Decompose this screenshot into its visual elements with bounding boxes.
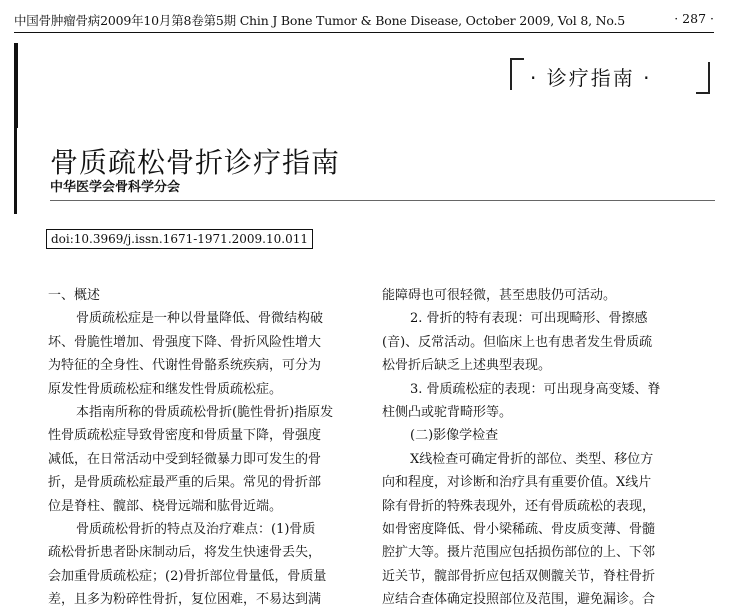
right-line: 如骨密度降低、骨小梁稀疏、骨皮质变薄、骨髓 bbox=[382, 522, 656, 538]
section-label: · 诊疗指南 · bbox=[530, 66, 652, 90]
left-line: 折，是骨质疏松症最严重的后果。常见的骨折部 bbox=[48, 475, 322, 491]
left-line: 减低，在日常活动中受到轻微暴力即可发生的骨 bbox=[48, 451, 322, 467]
doi-box: doi:10.3969/j.issn.1671-1971.2009.10.011 bbox=[46, 229, 313, 249]
right-line: 近关节，髋部骨折应包括双侧髋关节，脊柱骨折 bbox=[382, 568, 656, 584]
running-header bbox=[14, 11, 714, 31]
right-line: (音)、反常活动。但临床上也有患者发生骨质疏 bbox=[382, 334, 653, 350]
left-line: 骨质疏松骨折的特点及治疗难点：(1)骨质 bbox=[76, 522, 316, 538]
journal-citation: 中国骨肿瘤骨病2009年10月第8卷第5期 Chin J Bone Tumor & Bone Disease, October 2009, Vol 8, No.5 bbox=[14, 13, 625, 28]
section-tag-corner-top-left bbox=[510, 58, 524, 90]
left-line: 位是脊柱、髋部、桡骨远端和肱骨近端。 bbox=[48, 498, 283, 514]
right-line: 2. 骨折的特有表现：可出现畸形、骨擦感 bbox=[410, 311, 648, 327]
article-title: 骨质疏松骨折诊疗指南 bbox=[50, 145, 341, 179]
left-line: 骨质疏松症是一种以骨量降低、骨微结构破 bbox=[76, 311, 324, 327]
right-line: 向和程度，对诊断和治疗具有重要价值。X线片 bbox=[382, 475, 652, 491]
left-line: 本指南所称的骨质疏松骨折(脆性骨折)指原发 bbox=[76, 405, 334, 421]
section-tag-corner-bottom-right bbox=[696, 62, 710, 94]
left-line: 为特征的全身性、代谢性骨骼系统疾病，可分为 bbox=[48, 358, 322, 374]
left-line: 坏、骨脆性增加、骨强度下降、骨折风险性增大 bbox=[48, 334, 322, 350]
right-line: 能障碍也可很轻微，甚至患肢仍可活动。 bbox=[382, 288, 617, 303]
right-line: 除有骨折的特殊表现外，还有骨质疏松的表现， bbox=[382, 498, 656, 514]
right-line: 3. 骨质疏松症的表现：可出现身高变矮、脊 bbox=[410, 381, 661, 397]
section-tag bbox=[510, 58, 710, 94]
right-column bbox=[382, 284, 712, 612]
author: 中华医学会骨科学分会 bbox=[50, 180, 181, 195]
left-line: 性骨质疏松症导致骨密度和骨质量下降，骨强度 bbox=[48, 428, 322, 444]
author-rule bbox=[50, 200, 715, 201]
left-line: 差，且多为粉碎性骨折，复位困难，不易达到满 bbox=[48, 592, 322, 608]
left-line: 原发性骨质疏松症和继发性骨质疏松症。 bbox=[48, 381, 283, 397]
right-line: 柱侧凸或驼背畸形等。 bbox=[382, 405, 513, 421]
right-line: 松骨折后缺乏上述典型表现。 bbox=[382, 358, 552, 374]
left-line: 疏松骨折患者卧床制动后，将发生快速骨丢失， bbox=[48, 545, 322, 561]
left-line: 会加重骨质疏松症；(2)骨折部位骨量低，骨质量 bbox=[48, 568, 327, 584]
right-line: X线检查可确定骨折的部位、类型、移位方 bbox=[410, 451, 654, 467]
header-rule bbox=[14, 32, 714, 33]
page-number: · 287 · bbox=[674, 11, 714, 26]
right-line: 腔扩大等。摄片范围应包括损伤部位的上、下邻 bbox=[382, 545, 656, 561]
right-line: (二)影像学检查 bbox=[410, 428, 499, 444]
right-line: 应结合查体确定投照部位及范围，避免漏诊。合 bbox=[382, 592, 656, 608]
left-column bbox=[48, 284, 353, 612]
left-accent-bar-lower bbox=[14, 108, 17, 214]
left-line: 一、概述 bbox=[48, 288, 101, 303]
